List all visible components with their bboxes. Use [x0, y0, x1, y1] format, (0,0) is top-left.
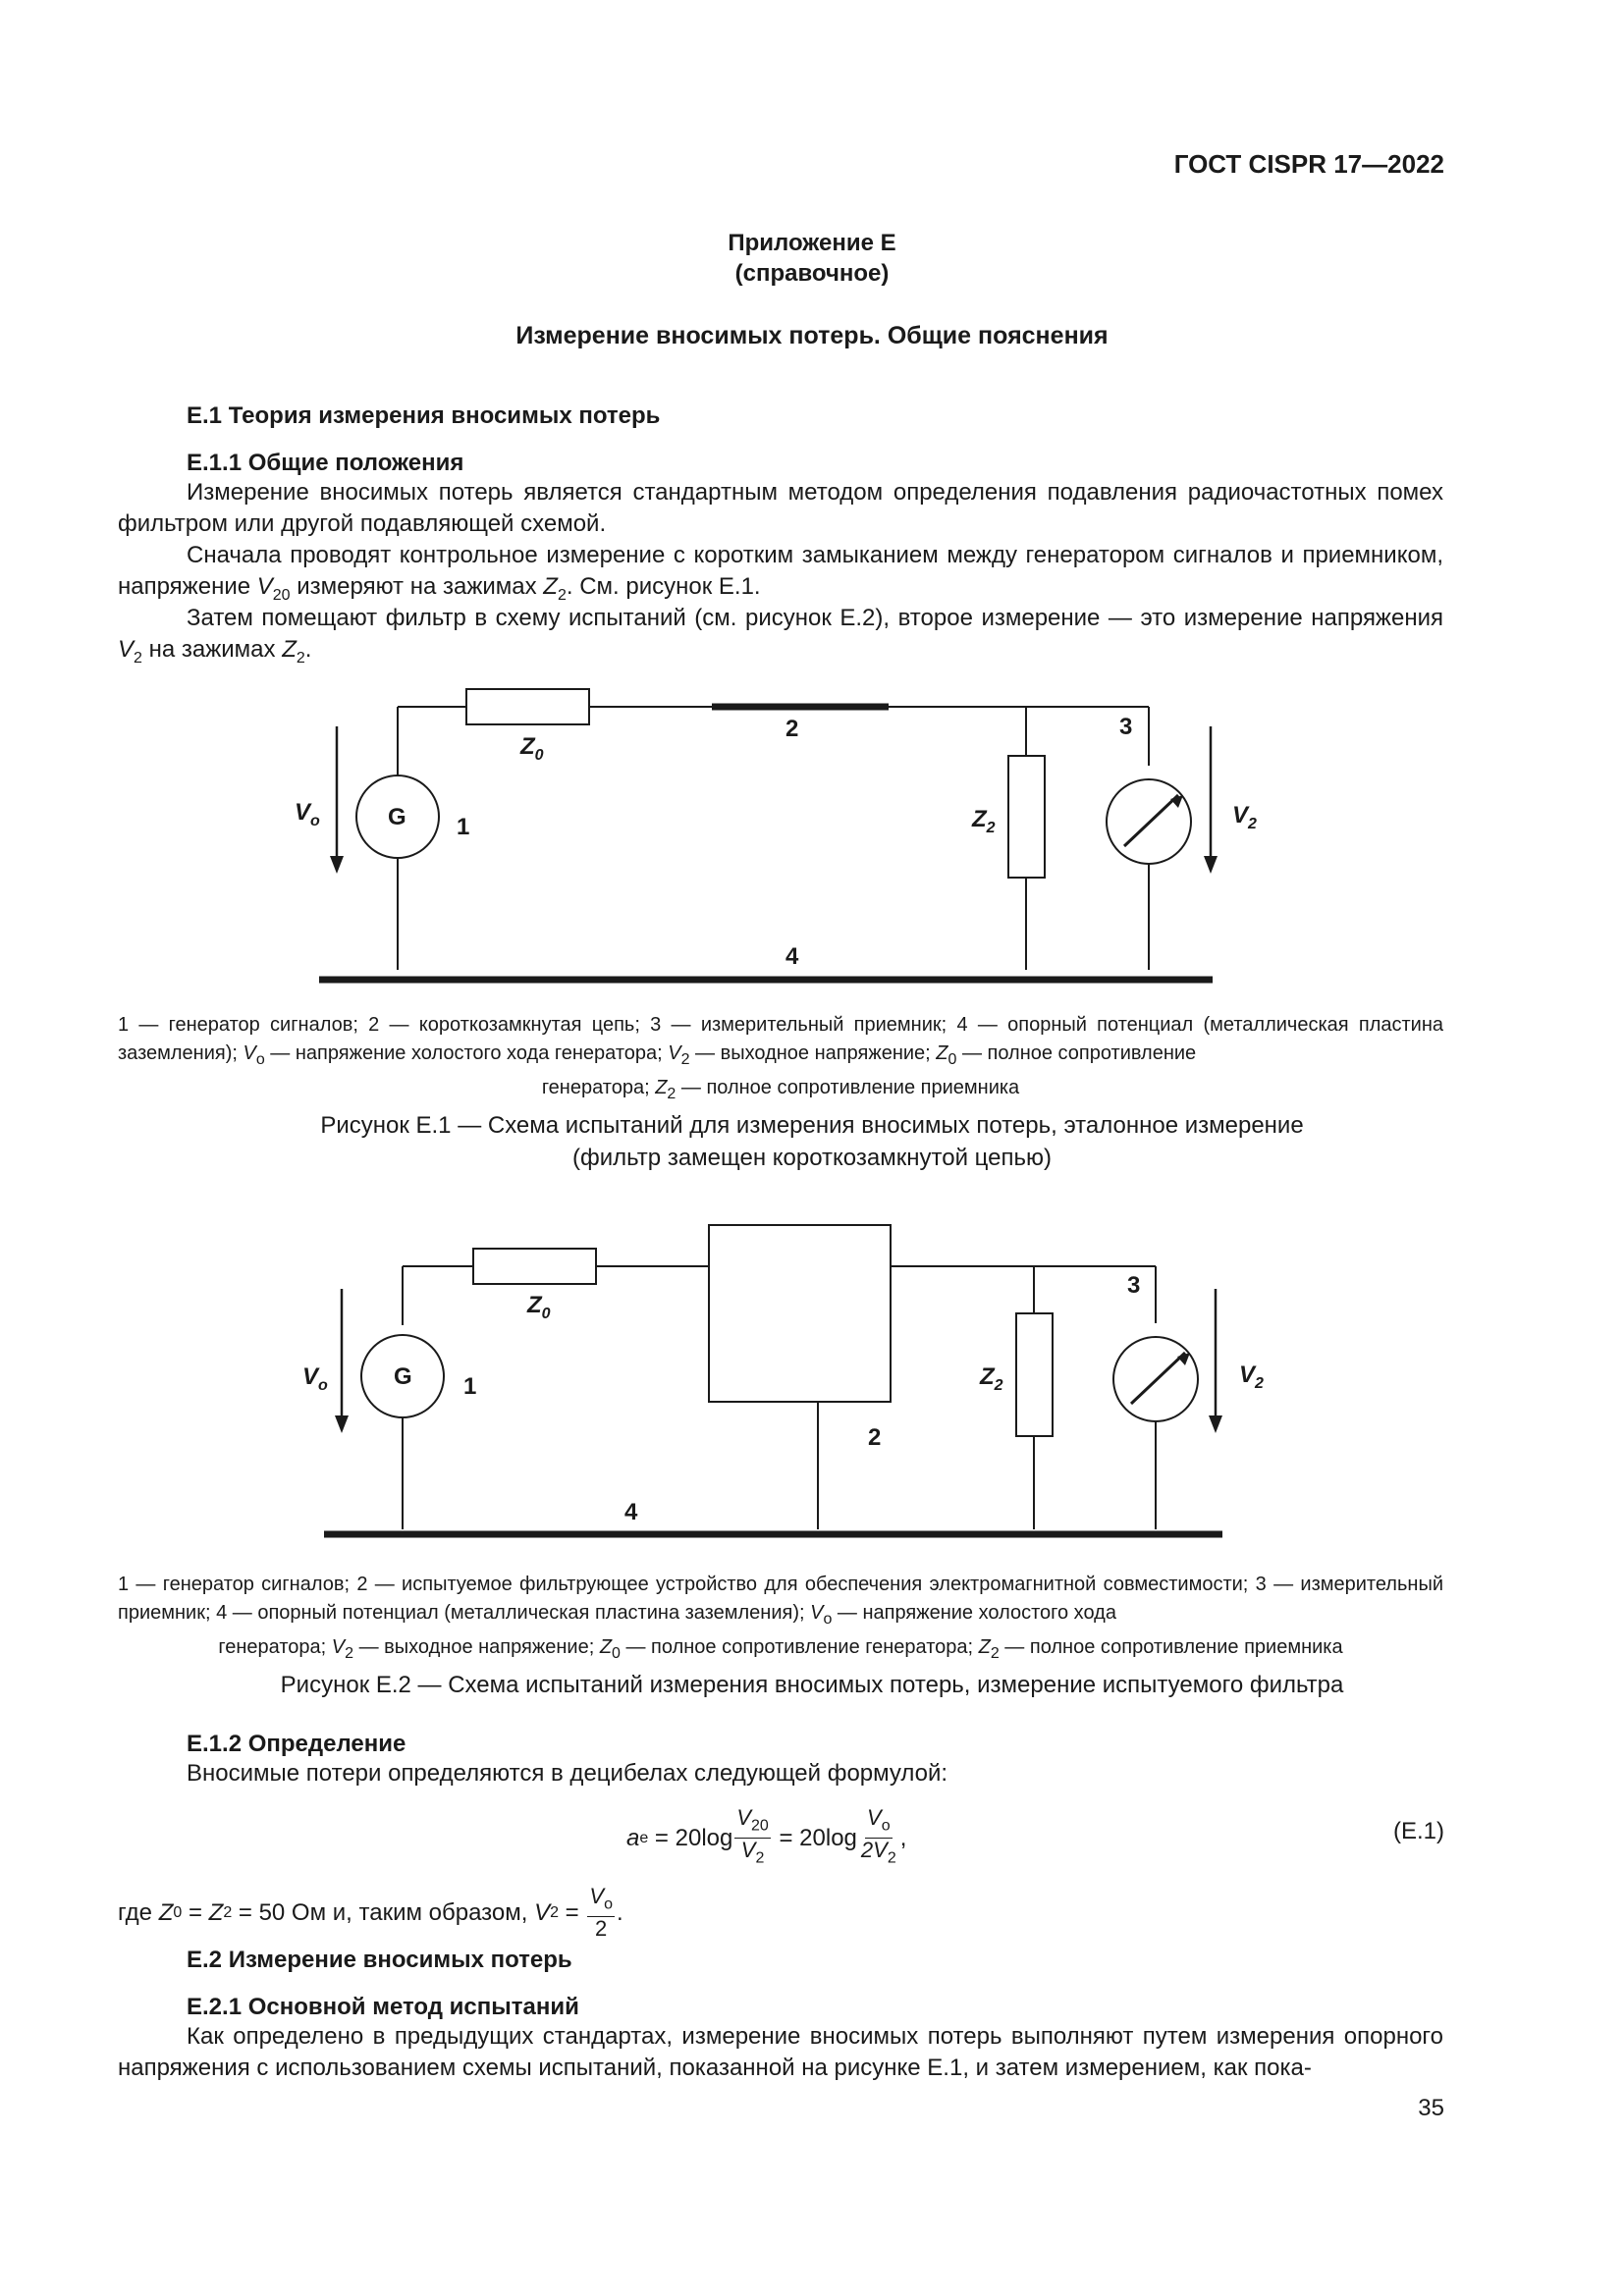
fig1-receiver-needle — [1124, 795, 1178, 846]
fig2-vo-arrowhead — [335, 1415, 349, 1433]
page-number: 35 — [1418, 2095, 1444, 2121]
fig2-label-z0: $Z_0$ — [527, 1292, 551, 1322]
fig2-label-node1: 1 — [463, 1373, 477, 1400]
annex-status: (справочное) — [734, 260, 890, 287]
figure-e1-caption-line1: Рисунок Е.1 — Схема испытаний для измерения вносимых потерь, эталонное измерение — [320, 1112, 1304, 1139]
annex-heading: Измерение вносимых потерь. Общие пояснения — [515, 322, 1109, 349]
fig2-z2-resistor — [1016, 1313, 1053, 1436]
fig2-label-node4: 4 — [624, 1499, 638, 1525]
fig1-label-z2: $Z_2$ — [972, 806, 996, 836]
fig2-label-node2: 2 — [868, 1424, 882, 1451]
formula-fraction-2: $\frac{V_o}{2V_2}$ — [860, 1805, 896, 1867]
fig1-label-node3: 3 — [1119, 714, 1133, 740]
fig2-label-vo: $V_o$ — [302, 1363, 328, 1394]
fig2-label-node3: 3 — [1127, 1272, 1141, 1299]
fig2-label-g: G — [394, 1363, 412, 1390]
figure-e1-caption-line2: (фильтр замещен короткозамкнутой цепью) — [572, 1145, 1052, 1171]
figure-e1-legend: 1 — генератор сигналов; 2 — короткозамкнутая цепь; 3 — измерительный приемник; 4 — опорный потенциал (металлическая пластина заземления); $V_o$ — напряжение холостого хода генератора; $V_2$ — выходное напряжение; $Z_0$ — полное сопротивление генератора; $Z_2$ — полное сопротивление приемника — [118, 1014, 1443, 1102]
annex-title: Приложение Е — [728, 230, 896, 256]
section-e12-title: Е.1.2 Определение — [187, 1731, 406, 1757]
fig2-label-v2: $V_2$ — [1239, 1362, 1264, 1392]
paragraph-e11-3: Затем помещают фильтр в схему испытаний (см. рисунок Е.2), второе измерение — это измерение напряжения $V_2$ на зажимах $Z_2$. — [118, 605, 1443, 667]
fig1-label-node2: 2 — [785, 716, 799, 742]
fig1-label-node1: 1 — [457, 814, 470, 840]
formula-where-fraction: $\frac{V_o}{2}$ — [589, 1884, 613, 1942]
formula-fraction-1: $\frac{V_{20}}{V_2}$ — [736, 1805, 769, 1867]
fig2-label-z2: $Z_2$ — [980, 1363, 1003, 1394]
section-e21-title: Е.2.1 Основной метод испытаний — [187, 1994, 579, 2020]
fig1-vo-arrowhead — [330, 856, 344, 874]
fig1-label-vo: $V_o$ — [295, 799, 320, 829]
fig1-label-g: G — [388, 804, 406, 830]
formula-where-clause: где Z 0 = Z 2 = 50 Ом и, таким образом, V 2 = $\frac{V_o}{2}$ . — [118, 1884, 623, 1942]
document-standard-header: ГОСТ CISPR 17—2022 — [1173, 149, 1444, 179]
paragraph-e11-1: Измерение вносимых потерь является стандартным методом определения подавления радиочастотных помех фильтром или другой подавляющей схемой. — [118, 479, 1443, 537]
section-e1-title: Е.1 Теория измерения вносимых потерь — [187, 402, 661, 429]
paragraph-e12-1: Вносимые потери определяются в децибелах следующей формулой: — [187, 1760, 948, 1787]
fig1-label-z0: $Z_0$ — [520, 733, 544, 764]
figure-e2-caption: Рисунок Е.2 — Схема испытаний измерения вносимых потерь, измерение испытуемого фильтра — [280, 1672, 1344, 1698]
fig2-z0-resistor — [473, 1249, 596, 1284]
figure-e2-diagram — [0, 1217, 1624, 1551]
fig1-v2-arrowhead — [1204, 856, 1218, 874]
fig1-z0-resistor — [466, 689, 589, 724]
figure-e1-diagram — [0, 667, 1624, 1001]
fig2-filter-box — [709, 1225, 891, 1402]
section-e11-title: Е.1.1 Общие положения — [187, 450, 464, 476]
paragraph-e21-1: Как определено в предыдущих стандартах, измерение вносимых потерь выполняют путем измерения опорного напряжения с использованием схемы испытаний, показанной на рисунке Е.1, и затем измерением, как пока- — [118, 2023, 1443, 2081]
formula-e1-number: (Е.1) — [1392, 1818, 1444, 1844]
fig1-z2-resistor — [1008, 756, 1045, 878]
fig1-label-v2: $V_2$ — [1232, 802, 1257, 832]
fig2-v2-arrowhead — [1209, 1415, 1222, 1433]
fig1-label-node4: 4 — [785, 943, 799, 970]
figure-e2-legend: 1 — генератор сигналов; 2 — испытуемое фильтрующее устройство для обеспечения электромагнитной совместимости; 3 — измерительный приемник; 4 — опорный потенциал (металлическая пластина заземления); $V_o$ — напряжение холостого хода генератора; $V_2$ — выходное напряжение; $Z_0$ — полное сопротивление генератора; $Z_2$ — полное сопротивление приемника — [118, 1574, 1443, 1662]
fig2-receiver-needle — [1131, 1353, 1185, 1404]
section-e2-title: Е.2 Измерение вносимых потерь — [187, 1947, 572, 1973]
formula-e1: a e = 20log $\frac{V_{20}}{V_2}$ = 20log $\frac{V_o}{2V_2}$ , — [626, 1806, 906, 1871]
paragraph-e11-2: Сначала проводят контрольное измерение с коротким замыканием между генератором сигналов и приемником, напряжение $V_{20}$ измеряют на зажимах $Z_2$. См. рисунок Е.1. — [118, 542, 1443, 604]
